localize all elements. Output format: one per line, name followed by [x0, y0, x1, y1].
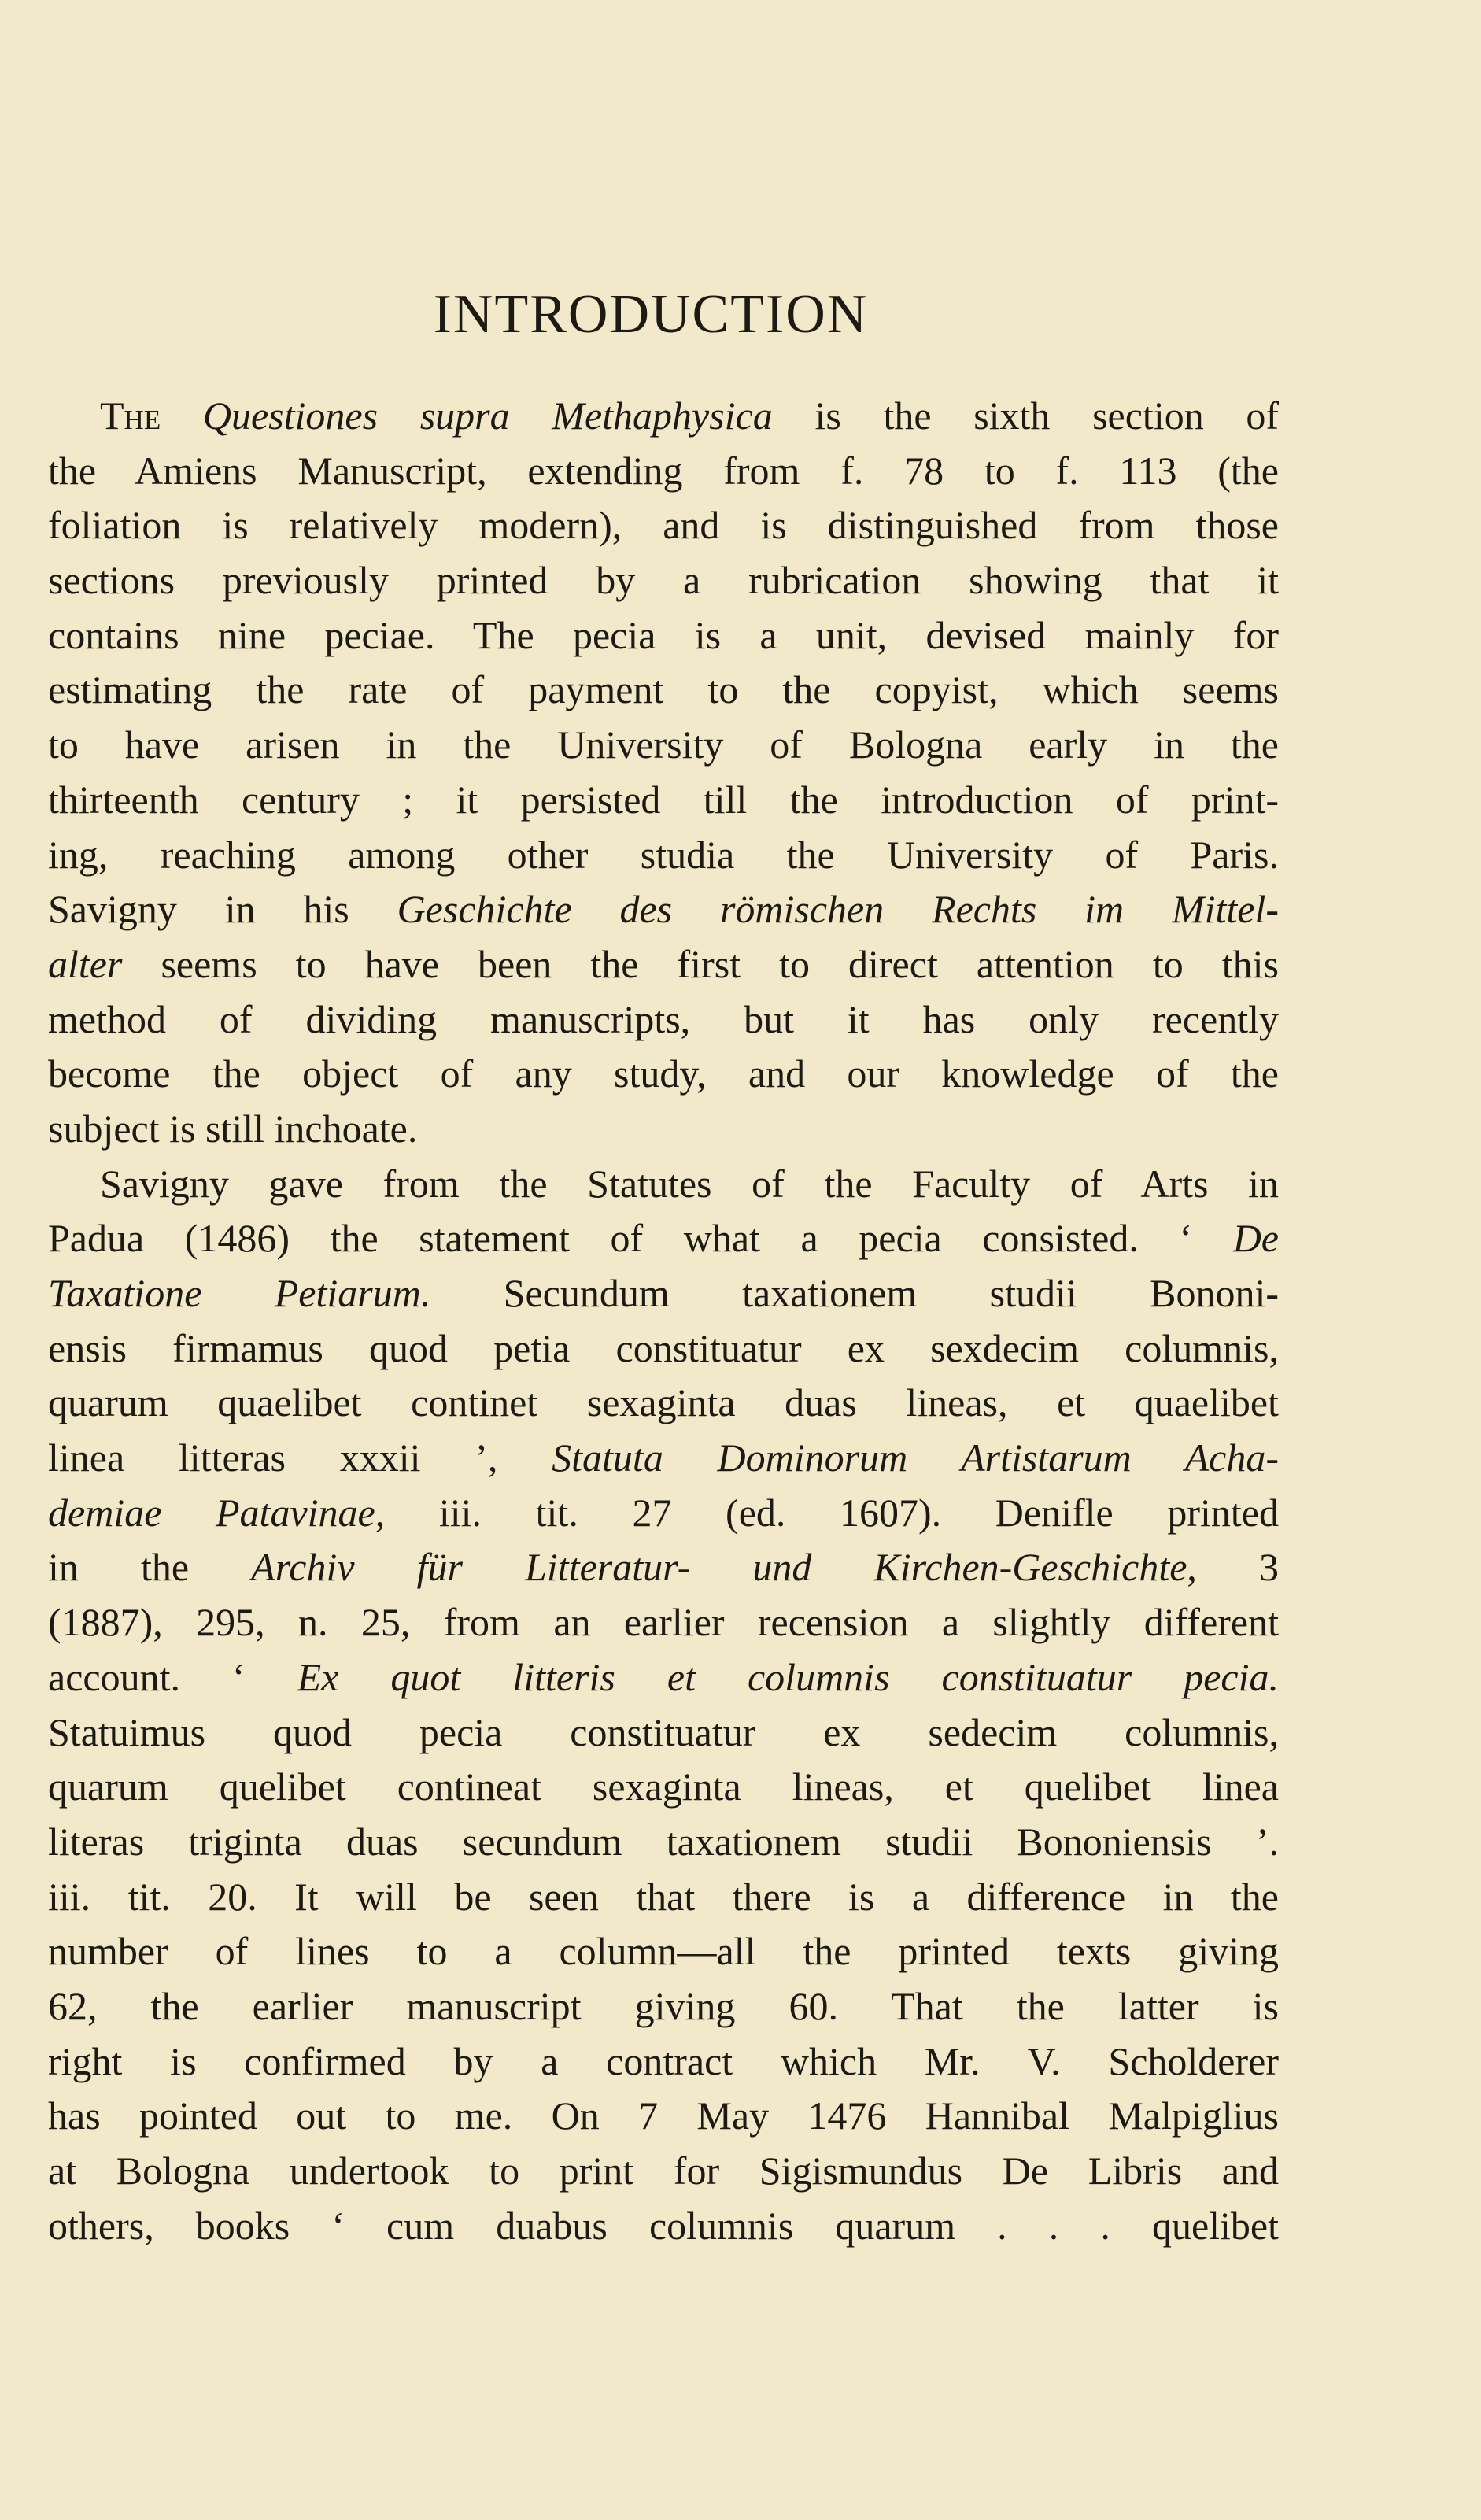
text-span: at Bologna undertook to print for Sigismundus De Libris and	[48, 2149, 1279, 2193]
text-line	[48, 663, 1279, 718]
text-span: iii. tit. 20. It will be seen that there is a difference in the	[48, 1874, 1279, 1919]
text-span: contains nine peciae. The pecia is a unit, devised mainly for	[48, 612, 1279, 657]
text-span: Savigny gave from the Statutes of the Faculty of Arts in	[100, 1161, 1279, 1206]
text-line	[48, 1102, 1279, 1157]
text-span: linea litteras xxxii ’,	[48, 1436, 552, 1480]
text-line	[48, 498, 1279, 553]
italic-title-text: Archiv für Litteratur- und Kirchen-Geschichte	[251, 1545, 1187, 1590]
text-span: sections previously printed by a rubrication showing that it	[48, 558, 1279, 603]
text-line	[48, 1321, 1279, 1376]
text-span	[161, 394, 203, 438]
text-span: Statuimus quod pecia constituatur ex sedecim columnis,	[48, 1709, 1279, 1754]
text-span: thirteenth century ; it persisted till the introduction of print-	[48, 777, 1279, 822]
text-line	[48, 2089, 1279, 2144]
italic-title-text: Questiones supra Methaphysica	[202, 394, 773, 438]
text-line	[48, 828, 1279, 883]
text-line	[48, 1376, 1279, 1431]
text-line	[48, 718, 1279, 773]
text-span: method of dividing manuscripts, but it has only recently	[48, 996, 1279, 1041]
page-title: INTRODUCTION	[433, 284, 869, 345]
text-line	[48, 608, 1279, 663]
text-span: to have arisen in the University of Bologna early in the	[48, 722, 1279, 767]
text-line	[48, 992, 1279, 1048]
text-span: Savigny in his	[48, 887, 397, 932]
text-span: others, books ‘ cum duabus columnis quarum . . . quelibet	[48, 2203, 1279, 2248]
italic-title-text: Ex quot litteris et columnis constituatur pecia.	[297, 1654, 1279, 1699]
italic-title-text: De	[1232, 1216, 1279, 1261]
text-line	[48, 1979, 1279, 2034]
italic-title-text: Geschichte des römischen Rechts im Mittel-	[397, 887, 1279, 932]
text-span: quarum quaelibet continet sexaginta duas lineas, et quaelibet	[48, 1380, 1279, 1425]
text-span: foliation is relatively modern), and is distinguished from those	[48, 503, 1279, 548]
text-span: subject is still inchoate.	[48, 1106, 418, 1151]
italic-title-text: Taxatione Petiarum.	[48, 1271, 431, 1315]
text-line	[48, 2199, 1279, 2254]
text-line	[48, 444, 1279, 499]
text-line	[48, 937, 1279, 992]
text-span: seems to have been the first to direct attention to this	[122, 941, 1279, 986]
italic-title-text: Statuta Dominorum Artistarum Acha-	[552, 1436, 1279, 1480]
italic-title-text: alter	[48, 941, 123, 986]
text-line	[48, 1924, 1279, 1979]
text-span: in the	[48, 1545, 252, 1590]
text-span: The	[100, 394, 161, 438]
text-line	[48, 553, 1279, 608]
text-span: , iii. tit. 27 (ed. 1607). Denifle printed	[375, 1490, 1279, 1535]
text-line	[48, 882, 1279, 937]
text-line	[48, 1650, 1279, 1705]
text-span: has pointed out to me. On 7 May 1476 Hannibal Malpiglius	[48, 2093, 1279, 2138]
text-line	[48, 1157, 1279, 1212]
text-line	[48, 389, 1279, 444]
text-line	[48, 1486, 1279, 1541]
text-line	[48, 1540, 1279, 1595]
text-span: Secundum taxationem studii Bononi-	[430, 1271, 1279, 1315]
text-span: ing, reaching among other studia the University of Paris.	[48, 832, 1279, 877]
text-span: , 3	[1187, 1545, 1279, 1590]
text-span: estimating the rate of payment to the copyist, which seems	[48, 667, 1279, 712]
text-line	[48, 1815, 1279, 1870]
text-line	[48, 1595, 1279, 1650]
text-line	[48, 2144, 1279, 2199]
text-line	[48, 1760, 1279, 1815]
text-line	[48, 1431, 1279, 1486]
text-line	[48, 1266, 1279, 1321]
text-line	[48, 1211, 1279, 1266]
text-span: number of lines to a column—all the printed texts giving	[48, 1929, 1279, 1974]
italic-title-text: demiae Patavinae	[48, 1490, 375, 1535]
text-span: become the object of any study, and our knowledge of the	[48, 1051, 1279, 1096]
text-span: is the sixth section of	[772, 394, 1279, 438]
text-span: literas triginta duas secundum taxationem studii Bononiensis ’.	[48, 1819, 1279, 1864]
text-line	[48, 773, 1279, 828]
text-span: (1887), 295, n. 25, from an earlier recension a slightly different	[48, 1600, 1279, 1645]
text-span: Padua (1486) the statement of what a pecia consisted. ‘	[48, 1216, 1233, 1261]
text-span: quarum quelibet contineat sexaginta lineas, et quelibet linea	[48, 1764, 1279, 1809]
body-text	[48, 389, 1279, 2253]
text-span: the Amiens Manuscript, extending from f. 78 to f. 113 (the	[48, 448, 1279, 493]
text-span: 62, the earlier manuscript giving 60. That the latter is	[48, 1983, 1279, 2028]
text-line	[48, 2034, 1279, 2090]
text-span: account. ‘	[48, 1654, 297, 1699]
text-line	[48, 1047, 1279, 1102]
text-span: ensis firmamus quod petia constituatur ex sexdecim columnis,	[48, 1325, 1279, 1370]
text-span: right is confirmed by a contract which Mr. V. Scholderer	[48, 2038, 1279, 2083]
text-line	[48, 1870, 1279, 1925]
text-line	[48, 1705, 1279, 1761]
